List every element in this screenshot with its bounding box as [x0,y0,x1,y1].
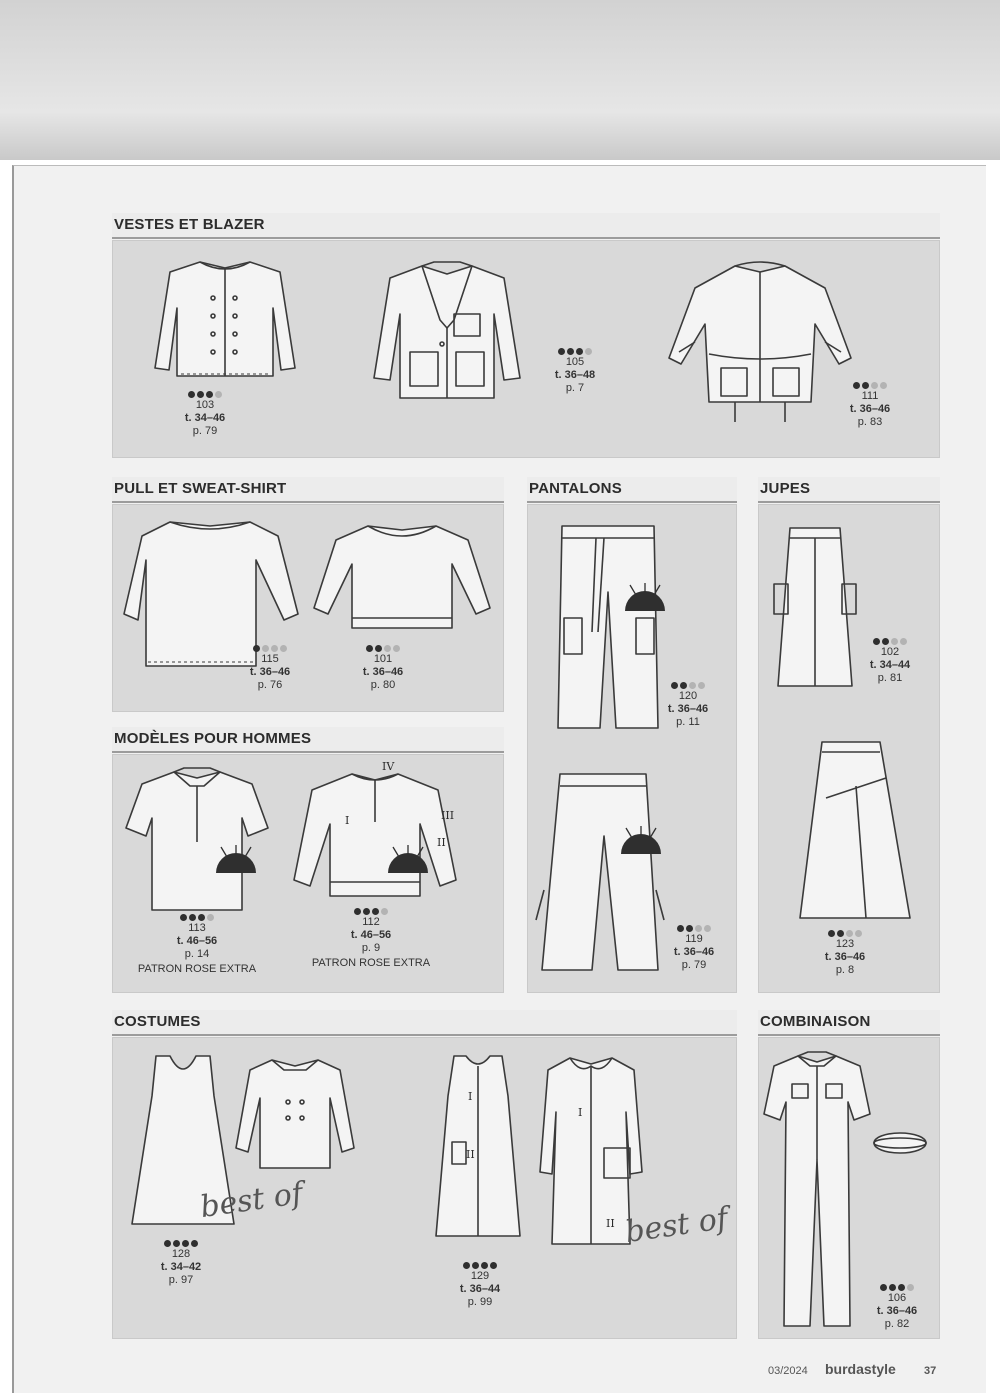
garment-trousers-119[interactable] [536,770,666,976]
item-size: t. 36–46 [667,703,709,715]
item-page: p. 7 [565,382,585,394]
brand-logo: burdastyle [825,1361,896,1377]
difficulty-dots [848,636,932,646]
item-103[interactable] [160,389,250,438]
difficulty-dots [862,1282,932,1292]
item-number: 129 [470,1270,490,1282]
pattern-mark-i: I [468,1090,473,1103]
section-title-hommes: MODÈLES POUR HOMMES [112,727,504,753]
issue-date: 03/2024 [768,1365,808,1377]
difficulty-dots [160,389,250,399]
item-size: t. 36–46 [876,1305,918,1317]
garment-jumpsuit-106[interactable] [762,1050,872,1330]
garment-dress-129[interactable] [430,1052,526,1240]
difficulty-dots [530,346,620,356]
item-page: p. 81 [877,672,903,684]
item-size: t. 34–44 [869,659,911,671]
difficulty-dots [338,643,428,653]
pattern-mark-iii: III [441,809,455,822]
difficulty-dots [136,1238,226,1248]
pattern-mark-i: I [578,1106,583,1119]
pattern-mark-i: I [345,814,350,827]
garment-skirt-102[interactable] [770,524,860,690]
difficulty-dots [296,906,446,916]
garment-jacket-103[interactable] [145,258,305,390]
item-page: p. 82 [884,1318,910,1330]
item-number: 111 [861,390,879,402]
item-111[interactable] [825,380,915,429]
difficulty-dots [825,380,915,390]
item-number: 113 [188,922,206,934]
item-size: t. 36–46 [249,666,291,678]
scan-background [0,0,1000,160]
item-number: 128 [171,1248,191,1260]
item-page: p. 9 [361,942,381,954]
item-size: t. 36–44 [459,1283,501,1295]
item-page: p. 80 [370,679,396,691]
garment-skirt-123[interactable] [796,738,916,922]
item-number: 105 [565,356,585,368]
pincushion-icon [618,826,664,856]
item-size: t. 36–46 [849,403,891,415]
item-size: t. 36–46 [362,666,404,678]
item-size: t. 46–56 [176,935,218,947]
item-page: p. 14 [184,948,210,960]
garment-belt-106[interactable] [872,1130,928,1156]
item-size: t. 36–46 [824,951,866,963]
difficulty-dots [652,923,736,933]
pattern-mark-ii: II [606,1217,615,1230]
item-number: 112 [362,916,380,928]
item-page: p. 97 [168,1274,194,1286]
item-number: 115 [261,653,279,665]
item-106[interactable] [862,1282,932,1331]
pincushion-icon [213,845,259,875]
pincushion-icon [622,583,668,613]
item-101[interactable] [338,643,428,692]
item-number: 119 [685,933,703,945]
garment-shirt-113[interactable] [122,766,272,914]
item-page: p. 79 [681,959,707,971]
item-105[interactable] [530,346,620,395]
item-115[interactable] [225,643,315,692]
section-title-costumes: COSTUMES [112,1010,737,1036]
garment-jacket-128[interactable] [232,1056,358,1174]
difficulty-dots [646,680,730,690]
item-page: p. 8 [835,964,855,976]
item-size: t. 34–42 [160,1261,202,1273]
section-title-jupes: JUPES [758,477,940,503]
item-113[interactable] [122,912,272,976]
item-123[interactable] [800,928,890,977]
garment-sweater-112[interactable] [290,766,460,902]
difficulty-dots [225,643,315,653]
item-extra-label: PATRON ROSE EXTRA [137,963,257,975]
item-page: p. 76 [257,679,283,691]
item-128[interactable] [136,1238,226,1287]
item-size: t. 36–46 [673,946,715,958]
page-number: 37 [924,1365,937,1377]
pattern-mark-ii: II [466,1148,475,1161]
item-size: t. 46–56 [350,929,392,941]
difficulty-dots [122,912,272,922]
item-size: t. 34–46 [184,412,226,424]
section-title-vestes: VESTES ET BLAZER [112,213,940,239]
item-112[interactable] [296,906,446,970]
best-of-label: best of [623,1200,731,1251]
item-number: 106 [887,1292,907,1304]
pincushion-icon [385,845,431,875]
item-page: p. 83 [857,416,883,428]
item-number: 123 [835,938,855,950]
pattern-mark-ii: II [437,836,446,849]
item-number: 103 [195,399,215,411]
item-extra-label: PATRON ROSE EXTRA [311,957,431,969]
item-number: 102 [880,646,900,658]
difficulty-dots [435,1260,525,1270]
item-120[interactable] [646,680,730,729]
item-102[interactable] [848,636,932,685]
pattern-mark-iv: IV [382,760,395,773]
item-size: t. 36–48 [554,369,596,381]
best-of-label: best of [198,1175,306,1226]
item-119[interactable] [652,923,736,972]
difficulty-dots [800,928,890,938]
section-title-pantalons: PANTALONS [527,477,737,503]
garment-blazer-105[interactable] [372,260,522,400]
garment-sweatshirt-101[interactable] [310,516,495,634]
section-title-pull: PULL ET SWEAT-SHIRT [112,477,504,503]
item-page: p. 99 [467,1296,493,1308]
item-129[interactable] [435,1260,525,1309]
item-number: 120 [678,690,698,702]
item-number: 101 [373,653,393,665]
section-title-combinaison: COMBINAISON [758,1010,940,1036]
item-page: p. 11 [676,716,700,728]
item-page: p. 79 [192,425,218,437]
